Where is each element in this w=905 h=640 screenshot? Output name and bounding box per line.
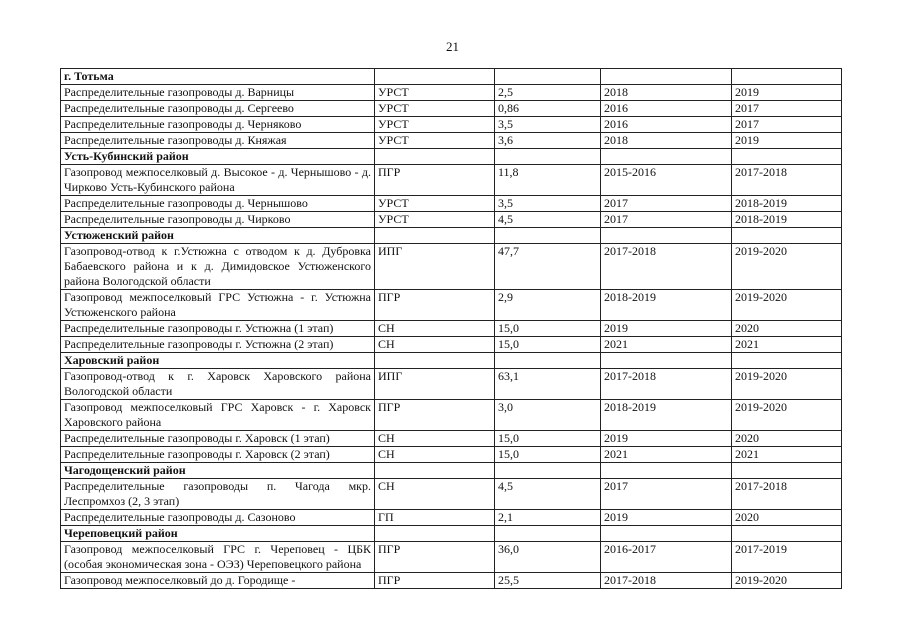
page-number: 21: [446, 39, 459, 54]
object-name-cell: Распределительные газопроводы д. Сазоново: [61, 510, 375, 526]
design-period-cell: 2017: [601, 212, 732, 228]
design-period-cell: [601, 228, 732, 244]
construction-period-cell: 2019: [732, 133, 842, 149]
gas-pipeline-table: [60, 68, 842, 589]
construction-period-cell: 2017: [732, 117, 842, 133]
object-name-cell: Газопровод межпоселковый ГРС г. Череповец - ЦБК (особая экономическая зона - ОЭЗ) Череповецкого района: [61, 542, 375, 573]
district-name-cell: Чагодощенский район: [61, 463, 375, 479]
design-period-cell: 2016: [601, 101, 732, 117]
length-cell: 3,0: [495, 400, 601, 431]
object-name-cell: Распределительные газопроводы д. Варницы: [61, 85, 375, 101]
table-row: [61, 479, 842, 510]
length-cell: 4,5: [495, 479, 601, 510]
district-header-row: [61, 69, 842, 85]
object-name-cell: Распределительные газопроводы г. Харовск (1 этап): [61, 431, 375, 447]
district-name-cell: Череповецкий район: [61, 526, 375, 542]
length-cell: 11,8: [495, 165, 601, 196]
construction-period-cell: 2017-2018: [732, 165, 842, 196]
type-cell: ИПГ: [375, 369, 495, 400]
length-cell: 36,0: [495, 542, 601, 573]
design-period-cell: 2018-2019: [601, 290, 732, 321]
design-period-cell: 2019: [601, 431, 732, 447]
length-cell: 63,1: [495, 369, 601, 400]
construction-period-cell: 2019-2020: [732, 369, 842, 400]
design-period-cell: 2018: [601, 85, 732, 101]
construction-period-cell: 2019: [732, 85, 842, 101]
length-cell: 3,5: [495, 196, 601, 212]
type-cell: [375, 69, 495, 85]
table-row: [61, 165, 842, 196]
table-row: [61, 212, 842, 228]
table-row: [61, 573, 842, 589]
design-period-cell: [601, 353, 732, 369]
design-period-cell: 2016: [601, 117, 732, 133]
table-row: [61, 196, 842, 212]
type-cell: [375, 526, 495, 542]
design-period-cell: 2019: [601, 321, 732, 337]
type-cell: СН: [375, 479, 495, 510]
object-name-cell: Распределительные газопроводы д. Чирково: [61, 212, 375, 228]
object-name-cell: Газопровод межпоселковый ГРС Харовск - г. Харовск Харовского района: [61, 400, 375, 431]
length-cell: 2,5: [495, 85, 601, 101]
length-cell: 25,5: [495, 573, 601, 589]
design-period-cell: [601, 526, 732, 542]
table-row: [61, 337, 842, 353]
object-name-cell: Распределительные газопроводы г. Устюжна (2 этап): [61, 337, 375, 353]
object-name-cell: Распределительные газопроводы г. Харовск (2 этап): [61, 447, 375, 463]
district-name-cell: Усть-Кубинский район: [61, 149, 375, 165]
type-cell: СН: [375, 321, 495, 337]
type-cell: ИПГ: [375, 244, 495, 290]
object-name-cell: Распределительные газопроводы д. Сергеево: [61, 101, 375, 117]
district-header-row: [61, 463, 842, 479]
length-cell: 3,5: [495, 117, 601, 133]
type-cell: УРСТ: [375, 85, 495, 101]
object-name-cell: Распределительные газопроводы г. Устюжна (1 этап): [61, 321, 375, 337]
design-period-cell: 2016-2017: [601, 542, 732, 573]
design-period-cell: [601, 149, 732, 165]
district-name-cell: Устюженский район: [61, 228, 375, 244]
object-name-cell: Газопровод-отвод к г.Устюжна с отводом к д. Дубровка Бабаевского района и к д. Димидовское Устюженского района Вологодской области: [61, 244, 375, 290]
type-cell: ПГР: [375, 400, 495, 431]
construction-period-cell: [732, 353, 842, 369]
length-cell: 2,9: [495, 290, 601, 321]
table-row: [61, 510, 842, 526]
table-row: [61, 133, 842, 149]
construction-period-cell: 2021: [732, 447, 842, 463]
table-row: [61, 321, 842, 337]
design-period-cell: 2015-2016: [601, 165, 732, 196]
construction-period-cell: [732, 69, 842, 85]
construction-period-cell: 2017: [732, 101, 842, 117]
length-cell: [495, 526, 601, 542]
type-cell: ПГР: [375, 165, 495, 196]
table-row: [61, 117, 842, 133]
length-cell: [495, 149, 601, 165]
district-name-cell: Харовский район: [61, 353, 375, 369]
construction-period-cell: 2021: [732, 337, 842, 353]
district-header-row: [61, 353, 842, 369]
length-cell: [495, 69, 601, 85]
design-period-cell: 2018: [601, 133, 732, 149]
type-cell: [375, 463, 495, 479]
length-cell: 4,5: [495, 212, 601, 228]
object-name-cell: Газопровод-отвод к г. Харовск Харовского района Вологодской области: [61, 369, 375, 400]
type-cell: ПГР: [375, 573, 495, 589]
design-period-cell: 2017: [601, 479, 732, 510]
table-row: [61, 244, 842, 290]
design-period-cell: 2017-2018: [601, 244, 732, 290]
construction-period-cell: 2019-2020: [732, 290, 842, 321]
design-period-cell: 2021: [601, 447, 732, 463]
length-cell: 3,6: [495, 133, 601, 149]
type-cell: ГП: [375, 510, 495, 526]
table-row: [61, 400, 842, 431]
construction-period-cell: [732, 228, 842, 244]
object-name-cell: Распределительные газопроводы д. Черняково: [61, 117, 375, 133]
table-row: [61, 447, 842, 463]
object-name-cell: Распределительные газопроводы д. Княжая: [61, 133, 375, 149]
length-cell: [495, 463, 601, 479]
construction-period-cell: 2017-2019: [732, 542, 842, 573]
design-period-cell: 2018-2019: [601, 400, 732, 431]
length-cell: 15,0: [495, 447, 601, 463]
construction-period-cell: 2019-2020: [732, 400, 842, 431]
table-row: [61, 101, 842, 117]
construction-period-cell: 2018-2019: [732, 196, 842, 212]
construction-period-cell: [732, 463, 842, 479]
object-name-cell: Газопровод межпоселковый до д. Городище -: [61, 573, 375, 589]
object-name-cell: Газопровод межпоселковый ГРС Устюжна - г. Устюжна Устюженского района: [61, 290, 375, 321]
length-cell: 0,86: [495, 101, 601, 117]
construction-period-cell: 2020: [732, 510, 842, 526]
type-cell: ПГР: [375, 290, 495, 321]
type-cell: СН: [375, 447, 495, 463]
object-name-cell: Газопровод межпоселковый д. Высокое - д. Чернышово - д. Чирково Усть-Кубинского района: [61, 165, 375, 196]
district-name-cell: г. Тотьма: [61, 69, 375, 85]
design-period-cell: 2017-2018: [601, 369, 732, 400]
type-cell: УРСТ: [375, 117, 495, 133]
construction-period-cell: [732, 526, 842, 542]
construction-period-cell: 2019-2020: [732, 573, 842, 589]
construction-period-cell: 2019-2020: [732, 244, 842, 290]
district-header-row: [61, 149, 842, 165]
type-cell: УРСТ: [375, 101, 495, 117]
construction-period-cell: 2018-2019: [732, 212, 842, 228]
table-body: [61, 69, 842, 589]
design-period-cell: 2021: [601, 337, 732, 353]
length-cell: [495, 353, 601, 369]
type-cell: [375, 353, 495, 369]
table-row: [61, 85, 842, 101]
district-header-row: [61, 526, 842, 542]
construction-period-cell: [732, 149, 842, 165]
length-cell: 2,1: [495, 510, 601, 526]
length-cell: 47,7: [495, 244, 601, 290]
type-cell: ПГР: [375, 542, 495, 573]
length-cell: 15,0: [495, 321, 601, 337]
type-cell: [375, 228, 495, 244]
table-row: [61, 369, 842, 400]
construction-period-cell: 2017-2018: [732, 479, 842, 510]
object-name-cell: Распределительные газопроводы д. Чернышово: [61, 196, 375, 212]
design-period-cell: [601, 463, 732, 479]
district-header-row: [61, 228, 842, 244]
design-period-cell: [601, 69, 732, 85]
object-name-cell: Распределительные газопроводы п. Чагода мкр. Леспромхоз (2, 3 этап): [61, 479, 375, 510]
type-cell: УРСТ: [375, 196, 495, 212]
design-period-cell: 2019: [601, 510, 732, 526]
design-period-cell: 2017-2018: [601, 573, 732, 589]
type-cell: УРСТ: [375, 212, 495, 228]
type-cell: УРСТ: [375, 133, 495, 149]
type-cell: СН: [375, 431, 495, 447]
table-row: [61, 431, 842, 447]
length-cell: [495, 228, 601, 244]
length-cell: 15,0: [495, 337, 601, 353]
length-cell: 15,0: [495, 431, 601, 447]
design-period-cell: 2017: [601, 196, 732, 212]
table-row: [61, 290, 842, 321]
construction-period-cell: 2020: [732, 321, 842, 337]
construction-period-cell: 2020: [732, 431, 842, 447]
type-cell: [375, 149, 495, 165]
type-cell: СН: [375, 337, 495, 353]
table-row: [61, 542, 842, 573]
